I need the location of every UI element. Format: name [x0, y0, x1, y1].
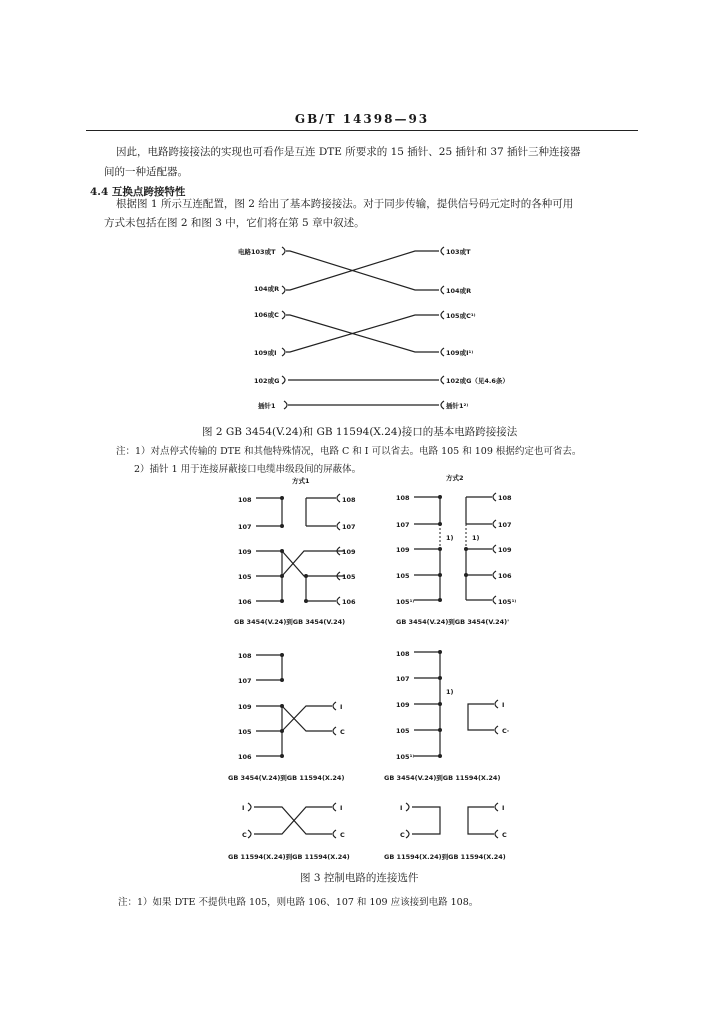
panel-b-right-label: I	[340, 703, 343, 711]
panel-b-left-label: 107	[238, 677, 252, 685]
panel-c2-right-label: C	[502, 831, 507, 839]
panel-b2-left-label: 108	[396, 650, 410, 658]
fig2-left-label: 106或C	[254, 311, 279, 319]
figure-3-note: 注：1）如果 DTE 不提供电路 105，则电路 106、107 和 109 应该接到电路 108。	[118, 897, 479, 908]
panel-a2-right-label: 107	[498, 521, 512, 529]
panel-b2-left-label: 107	[396, 675, 410, 683]
panel-a2-right-label: 105¹⁾	[498, 598, 517, 606]
panel-b2-left-label: 105	[396, 727, 410, 735]
panel-b-mode2	[384, 650, 509, 782]
fig2-left-label: 102或G	[254, 377, 280, 385]
document-header: GB/T 14398—93	[294, 112, 430, 126]
panel-b-left-label: 108	[238, 652, 252, 660]
mode1-title: 方式1	[292, 477, 310, 485]
panel-c-caption: GB 11594(X.24)到GB 11594(X.24)	[228, 853, 350, 861]
figure-2-note-2: 2）插针 1 用于连接屏蔽接口电缆串级段间的屏蔽体。	[134, 464, 362, 475]
paragraph-2-line-2: 方式未包括在图 2 和图 3 中，它们将在第 5 章中叙述。	[104, 217, 365, 229]
panel-c-left-label: C	[242, 831, 247, 839]
fig2-right-label: 105或C¹⁾	[446, 312, 476, 320]
panel-c2-right-label: I	[502, 804, 505, 812]
panel-a-caption: GB 3454(V.24)到GB 3454(V.24)	[234, 618, 346, 626]
panel-a2-right-label: 108	[498, 494, 512, 502]
figure-3-diagram	[224, 472, 540, 872]
paragraph-2-line-1: 根据图 1 所示互连配置，图 2 给出了基本跨接接法。对于同步传输，提供信号码元定时的各种可用	[116, 198, 574, 210]
panel-a2-left-label: 109	[396, 546, 410, 554]
figure-2-diagram	[230, 238, 520, 416]
panel-a2-right-label: 106	[498, 572, 512, 580]
panel-b-left-label: 105	[238, 728, 252, 736]
panel-a-left-label: 108	[238, 496, 252, 504]
panel-c-right-label: C	[340, 831, 345, 839]
fig2-connector-marks	[282, 247, 444, 409]
panel-c2-caption: GB 11594(X.24)到GB 11594(X.24)	[384, 853, 506, 861]
fig2-left-label: 109或I	[254, 349, 277, 357]
figure-3-caption: 图 3 控制电路的连接选件	[300, 872, 419, 884]
panel-a-left-label: 106	[238, 598, 252, 606]
panel-a2-caption: GB 3454(V.24)到GB 3454(V.24)'	[396, 618, 510, 626]
panel-b2-right-label: C·	[502, 727, 510, 735]
panel-c2-left-label: I	[400, 804, 403, 812]
panel-a2-left-label: 107	[396, 521, 410, 529]
panel-a-left-label: 109	[238, 548, 252, 556]
panel-a-right-label: 109	[342, 548, 356, 556]
figure-2-caption: 图 2 GB 3454(V.24)和 GB 11594(X.24)接口的基本电路跨接接法	[202, 426, 518, 438]
panel-b-caption: GB 3454(V.24)到GB 11594(X.24)	[228, 774, 345, 782]
panel-b2-left-label: 105¹⁾	[396, 753, 415, 761]
panel-b2-left-label: 109	[396, 701, 410, 709]
panel-b2-caption: GB 3454(V.24)到GB 11594(X.24)	[384, 774, 501, 782]
panel-b2-right-label: I	[502, 701, 505, 709]
paragraph-1-line-2: 间的一种适配器。	[104, 166, 188, 178]
fig2-left-label: 插针1	[258, 402, 276, 410]
panel-b-left-label: 109	[238, 703, 252, 711]
panel-a2-footnote-mark: 1)	[446, 534, 454, 542]
panel-c-mode2	[384, 803, 507, 861]
panel-b-left-label: 106	[238, 753, 252, 761]
fig2-left-label: 电路103或T	[238, 248, 276, 256]
panel-c-left-label: I	[242, 804, 245, 812]
panel-a2-right-label: 109	[498, 546, 512, 554]
panel-c-mode1	[228, 803, 350, 861]
fig2-right-label: 104或R	[446, 287, 472, 295]
fig2-right-label: 插针1²⁾	[446, 402, 469, 410]
panel-a-left-label: 107	[238, 523, 252, 531]
mode2-title: 方式2	[446, 474, 464, 482]
panel-b-right-label: C	[340, 728, 345, 736]
panel-b2-footnote-mark: 1)	[446, 688, 454, 696]
panel-a2-left-label: 105	[396, 572, 410, 580]
fig2-right-label: 103或T	[446, 248, 471, 256]
fig2-left-label: 104或R	[254, 285, 280, 293]
panel-a-right-label: 108	[342, 496, 356, 504]
figure-2-note-1: 注：1）对点停式传输的 DTE 和其他特殊情况，电路 C 和 I 可以省去。电路 105 和 109 根据约定也可省去。	[116, 446, 582, 457]
panel-a-right-label: 107	[342, 523, 356, 531]
panel-c-right-label: I	[340, 804, 343, 812]
panel-c2-left-label: C	[400, 831, 405, 839]
panel-a-left-label: 105	[238, 573, 252, 581]
fig2-right-label: 102或G（见4.6条）	[446, 377, 509, 385]
panel-a-mode2	[396, 493, 516, 626]
panel-a-mode1	[234, 494, 356, 626]
panel-a-right-label: 106	[342, 598, 356, 606]
panel-a2-left-label: 108	[396, 494, 410, 502]
panel-a2-footnote-mark: 1)	[472, 534, 480, 542]
panel-b-mode1	[228, 652, 345, 782]
paragraph-1-line-1: 因此，电路跨接接法的实现也可看作是互连 DTE 所要求的 15 插针、25 插针和 37 插针三种连接器	[116, 146, 581, 158]
header-rule	[86, 130, 638, 131]
panel-a-right-label: 105	[342, 573, 356, 581]
panel-a2-left-label: 105¹⁾	[396, 598, 415, 606]
fig2-right-label: 109或I¹⁾	[446, 349, 474, 357]
section-heading: 4.4 互换点跨接特性	[90, 186, 186, 198]
